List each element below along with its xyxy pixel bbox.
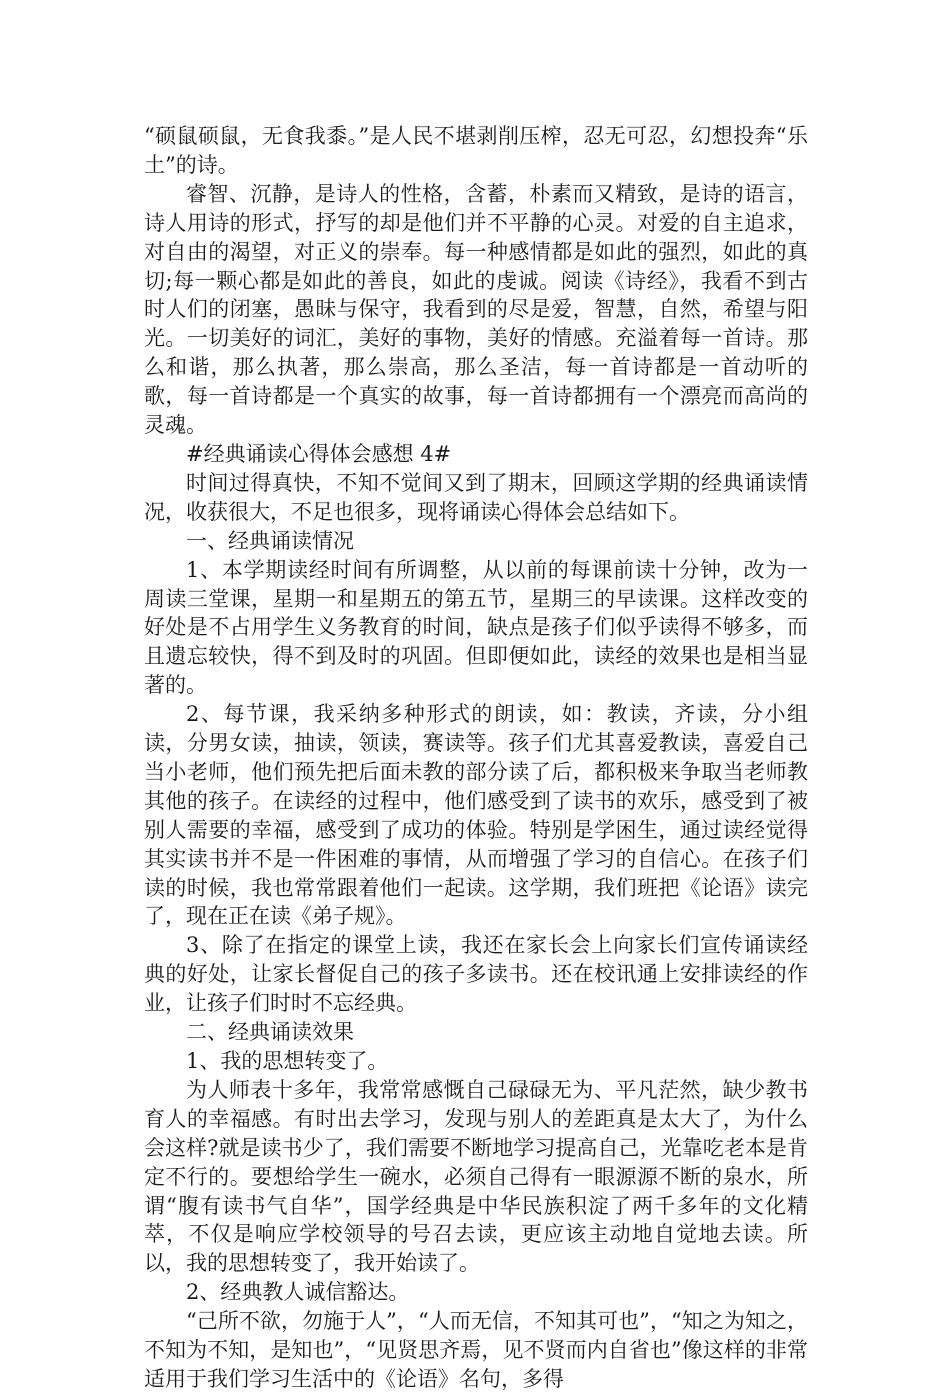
section-heading: 二、经典诵读效果: [186, 1020, 354, 1045]
paragraph: 为人师表十多年，我常常感慨自己碌碌无为、平凡茫然，缺少教书育人的幸福感。有时出去学习，发现与别人的差距真是太大了，为什么会这样?就是读书少了，我们需要不断地学习提高自己，光靠吃老本是肯定不行的。要想给学生一碗水，必须自己得有一眼源源不断的泉水，所谓“腹有读书气自华”，国学经典是中华民族积淀了两千多年的文化精萃，不仅是响应学校领导的号召去读，更应该主动地自觉地去读。所以，我的思想转变了，我开始读了。: [144, 1077, 808, 1276]
paragraph: 3、除了在指定的课堂上读，我还在家长会上向家长们宣传诵读经典的好处，让家长督促自己的孩子多读书。还在校讯通上安排读经的作业，让孩子们时时不忘经典。: [144, 933, 808, 1016]
paragraph: 睿智、沉静，是诗人的性格，含蓄，朴素而又精致，是诗的语言，诗人用诗的形式，抒写的却是他们并不平静的心灵。对爱的自主追求，对自由的渴望，对正义的崇奉。每一种感情都是如此的强烈，如此的真切;每一颗心都是如此的善良，如此的虔诚。阅读《诗经》，我看不到古时人们的闭塞，愚昧与保守，我看到的尽是爱，智慧，自然，希望与阳光。一切美好的词汇，美好的事物，美好的情感。充溢着每一首诗。那么和谐，那么执著，那么崇高，那么圣洁，每一首诗都是一首动听的歌，每一首诗都是一个真实的故事，每一首诗都拥有一个漂亮而高尚的灵魂。: [144, 181, 808, 438]
paragraph: 2、每节课，我采纳多种形式的朗读，如：教读，齐读，分小组读，分男女读，抽读，领读，赛读等。孩子们尤其喜爱教读，喜爱自己当小老师，他们预先把后面未教的部分读了后，都积极来争取当老师教其他的孩子。在读经的过程中，他们感受到了读书的欢乐，感受到了被别人需要的幸福，感受到了成功的体验。特别是学困生，通过读经觉得其实读书并不是一件困难的事情，从而增强了学习的自信心。在孩子们读的时候，我也常常跟着他们一起读。这学期，我们班把《论语》读完了，现在正在读《弟子规》。: [144, 702, 808, 929]
section-heading: #经典诵读心得体会感想 4#: [186, 441, 452, 466]
document-page: [144, 122, 808, 1394]
paragraph: “己所不欲，勿施于人”，“人而无信，不知其可也”，“知之为知之，不知为不知，是知也”，“见贤思齐焉，见不贤而内自省也”像这样的非常适用于我们学习生活中的《论语》名句，多得: [144, 1309, 808, 1391]
subsection-heading: 1、我的思想转变了。: [186, 1049, 389, 1073]
section-heading: 一、经典诵读情况: [186, 528, 354, 553]
paragraph: 时间过得真快，不知不觉间又到了期末，回顾这学期的经典诵读情况，收获很大，不足也很多，现将诵读心得体会总结如下。: [144, 470, 808, 524]
paragraph: 1、本学期读经时间有所调整，从以前的每课前读十分钟，改为一周读三堂课，星期一和星期五的第五节，星期三的早读课。这样改变的好处是不占用学生义务教育的时间，缺点是孩子们似乎读得不够多，而且遗忘较快，得不到及时的巩固。但即便如此，读经的效果也是相当显著的。: [144, 557, 808, 698]
subsection-heading: 2、经典教人诚信豁达。: [186, 1280, 410, 1305]
paragraph: “硕鼠硕鼠，无食我黍。”是人民不堪剥削压榨，忍无可忍，幻想投奔“乐土”的诗。: [144, 124, 808, 177]
